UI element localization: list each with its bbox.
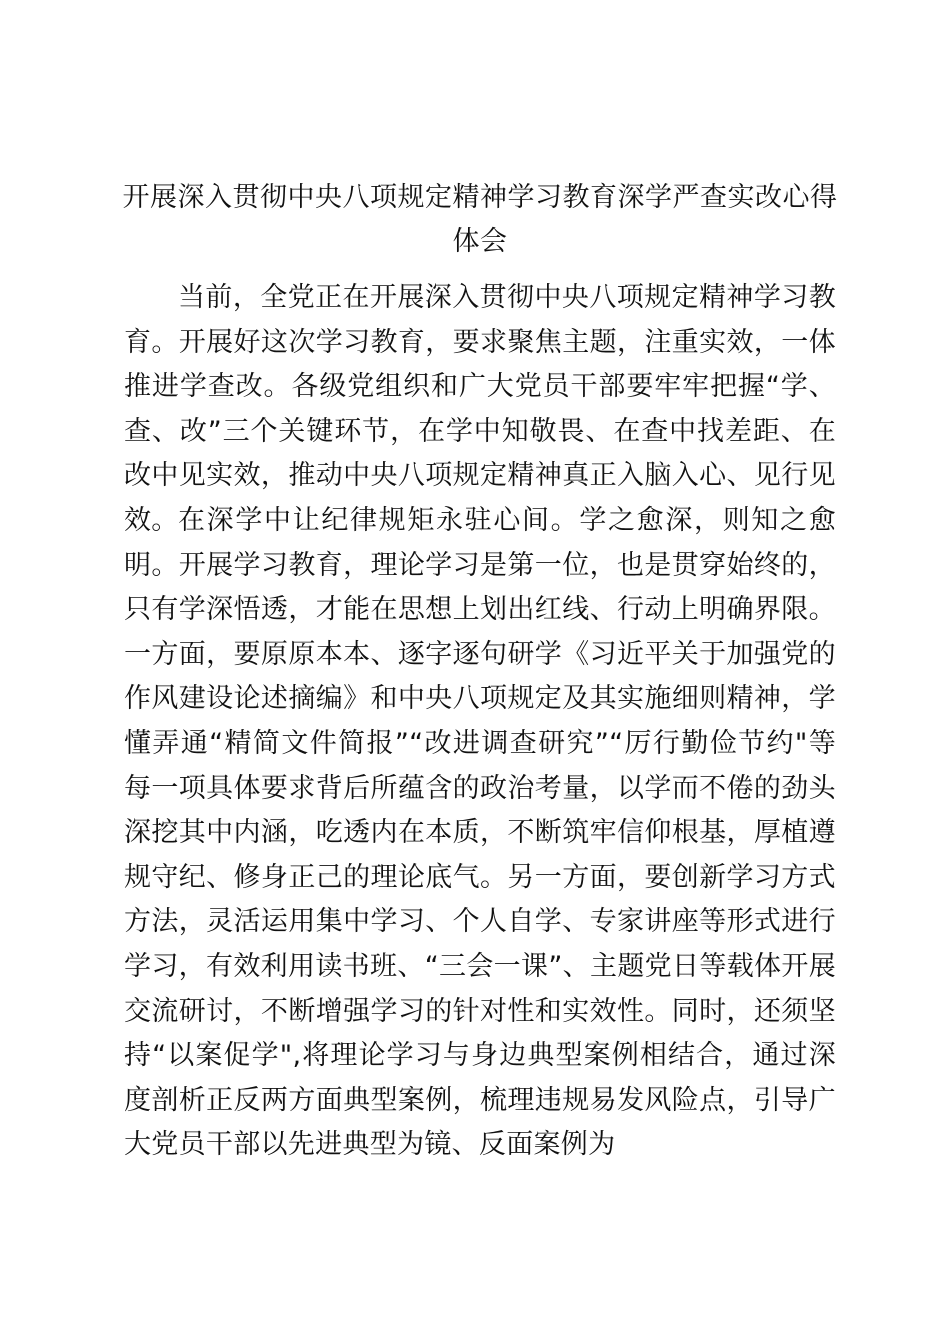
document-title: 开展深入贯彻中央八项规定精神学习教育深学严查实改心得体会	[122, 182, 838, 257]
paragraph-intro: 当前，全党正在开展深入贯彻中央八项规定精神学习教育。开展好这次学习教育，要求聚焦主题，注重实效，一体推进学查改。各级党组织和广大党员干部要牢牢把握“学、查、改”三个关键环节，在学中知敬畏、在查中找差距、在改中见实效，推动中央八项规定精神真正入脑入心、见行见效。	[124, 282, 836, 536]
paragraph-deep-study: 在深学中让纪律规矩永驻心间。学之愈深，则知之愈明。开展学习教育，理论学习是第一位，也是贯穿始终的，只有学深悟透，才能在思想上划出红线、行动上明确界限。一方面，要原原本本、逐字逐句研学《习近平关于加强党的作风建设论述摘编》和中央八项规定及其实施细则精神，学懂弄通“精简文件简报”“改进调查研究”“厉行勤俭节约"等每一项具体要求背后所蕴含的政治考量，以学而不倦的劲头深挖其中内涵，吃透内在本质，不断筑牢信仰根基，厚植遵规守纪、修身正己的理论底气。另一方面，要创新学习方式方法，灵活运用集中学习、个人自学、专家讲座等形式进行学习，有效利用读书班、“三会一课”、主题党日等载体开展交流研讨，不断增强学习的针对性和实效性。同时，还须坚持“以案促学",将理论学习与身边典型案例相结合，通过深度剖析正反两方面典型案例，梳理违规易发风险点，引导广大党员干部以先进典型为镜、反面案例为	[124, 505, 836, 1161]
